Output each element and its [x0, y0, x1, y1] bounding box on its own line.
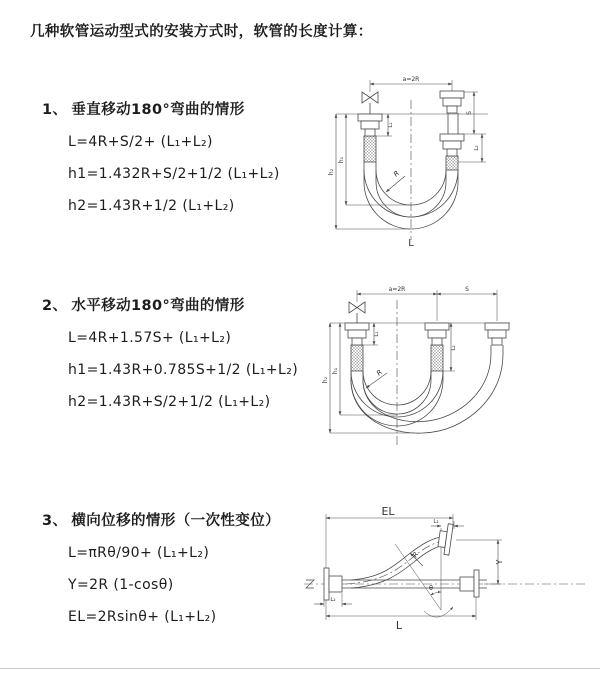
section-number: 2、: [42, 298, 68, 314]
page-bottom-rule: [0, 668, 600, 669]
formula-block: [68, 126, 280, 222]
dim-label-s: S: [465, 286, 469, 293]
formula-line: h2=1.43R+S/2+1/2 (L₁+L₂): [68, 394, 271, 410]
flange-fitting: [324, 568, 342, 600]
braided-hose-section: [351, 345, 363, 371]
section-heading: [42, 509, 280, 531]
dim-label-y: Y: [495, 559, 504, 565]
formula-block: [68, 322, 298, 418]
dimension-labels: [322, 286, 469, 383]
dim-label-h1: h₁: [332, 367, 339, 375]
flange-fitting: [358, 114, 382, 136]
hose-drawing: [330, 290, 510, 446]
dim-label-radius: R: [411, 550, 421, 560]
braided-hose-section: [446, 156, 458, 170]
dim-label-h2: h₂: [328, 168, 335, 176]
dim-label-radius: R: [375, 368, 385, 378]
page-title: 几种软管运动型式的安装方式时，软管的长度计算：: [30, 24, 373, 40]
section-heading: [42, 98, 280, 120]
section-lateral-displacement: [42, 509, 280, 633]
valve-icon: [362, 92, 378, 103]
section-heading: [42, 294, 298, 316]
dim-label-l1: L₁: [374, 331, 380, 337]
braided-hose-section: [431, 345, 443, 371]
flange-fitting: [440, 91, 464, 156]
dim-label-radius: R: [392, 169, 402, 179]
diagram-vertical-180-bend: [312, 66, 600, 258]
formula-line: L=4R+1.57S+ (L₁+L₂): [68, 330, 232, 346]
formula-line: h1=1.432R+S/2+1/2 (L₁+L₂): [68, 166, 280, 182]
dim-label-span: a=2R: [388, 286, 406, 293]
braided-hose-section: [364, 136, 376, 162]
dim-label-el: EL: [381, 505, 395, 518]
formula-line: Y=2R (1-cosθ): [68, 577, 174, 593]
dim-label-s: S: [466, 111, 473, 115]
section-number: 3、: [42, 513, 68, 529]
section-horizontal-movement: [42, 294, 298, 418]
section-number: 1、: [42, 102, 68, 118]
dim-label-h1: h₁: [338, 156, 345, 164]
valve-icon: [349, 302, 365, 313]
formula-line: L=πRθ/90+ (L₁+L₂): [68, 545, 210, 561]
dim-label-l2: L₂: [451, 345, 457, 351]
dimension-labels: [330, 505, 504, 632]
formula-line: h1=1.43R+0.785S+1/2 (L₁+L₂): [68, 362, 299, 378]
dim-label-length: L: [395, 619, 403, 632]
section-heading-text: 横向位移的情形（一次性变位）: [71, 513, 280, 529]
hose-drawing: [336, 80, 488, 240]
dim-label-h2: h₂: [322, 376, 329, 384]
section-heading-text: 水平移动180°弯曲的情形: [71, 298, 245, 314]
formula-line: L=4R+S/2+ (L₁+L₂): [68, 134, 213, 150]
dim-label-l2: L₂: [330, 597, 336, 603]
formula-line: EL=2Rsinθ+ (L₁+L₂): [68, 609, 217, 625]
dim-label-l1: L₁: [388, 122, 394, 128]
formula-block: [68, 537, 280, 633]
flange-fitting: [460, 570, 479, 597]
dim-label-length: L: [408, 238, 414, 249]
dim-label-l1: L₁: [433, 519, 439, 525]
formula-line: h2=1.43R+1/2 (L₁+L₂): [68, 198, 235, 214]
hose-drawing: [304, 514, 588, 620]
diagram-horizontal-180-bend: [312, 276, 600, 458]
flange-fitting: [437, 523, 453, 555]
dim-label-theta: θ: [429, 584, 433, 592]
dim-label-l2: L₂: [474, 145, 480, 151]
section-heading-text: 垂直移动180°弯曲的情形: [71, 102, 245, 118]
section-vertical-movement: [42, 98, 280, 222]
diagram-lateral-displacement: [296, 498, 596, 640]
dim-label-span: a=2R: [402, 76, 420, 83]
flange-fitting: [345, 323, 509, 345]
